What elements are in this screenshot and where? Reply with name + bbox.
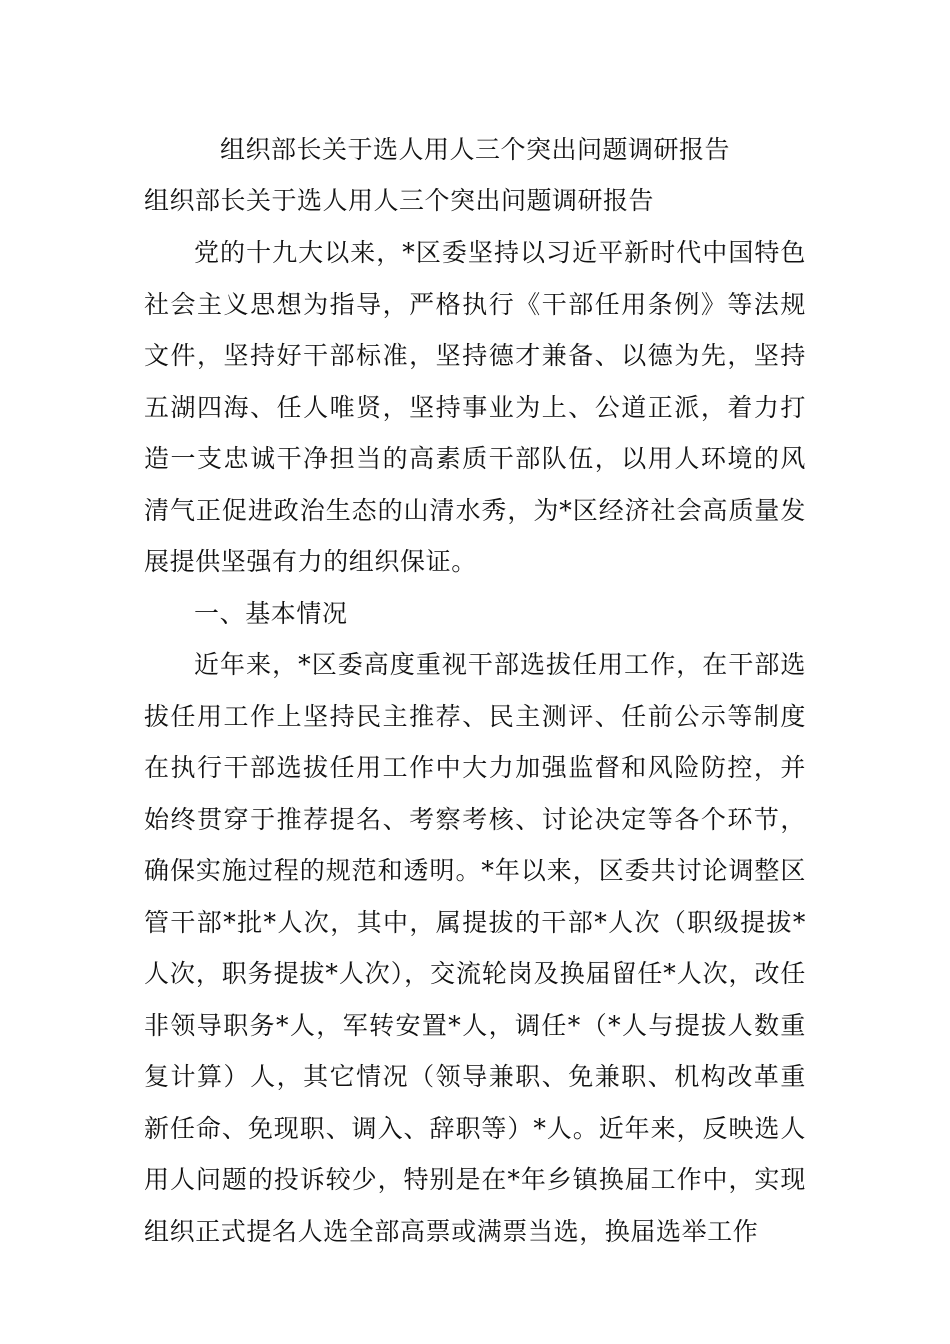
document-subtitle: 组织部长关于选人用人三个突出问题调研报告 (144, 186, 655, 215)
document-body (144, 227, 806, 1257)
document-title: 组织部长关于选人用人三个突出问题调研报告 (219, 135, 730, 164)
paragraph-basic-situation: 近年来，*区委高度重视干部选拔任用工作，在干部选拔任用工作上坚持民主推荐、民主测评、任前公示等制度在执行干部选拔任用工作中大力加强监督和风险防控，并始终贯穿于推荐提名、考察考核、讨论决定等各个环节，确保实施过程的规范和透明。*年以来，区委共讨论调整区管干部*批*人次，其中，属提拔的干部*人次（职级提拔*人次，职务提拔*人次），交流轮岗及换届留任*人次，改任非领导职务*人，军转安置*人，调任*（*人与提拔人数重复计算）人，其它情况（领导兼职、免兼职、机构改革重新任命、免现职、调入、辞职等）*人。近年来，反映选人用人问题的投诉较少，特别是在*年乡镇换届工作中，实现组织正式提名人选全部高票或满票当选，换届选举工作 (144, 650, 806, 1246)
paragraph-intro: 党的十九大以来，*区委坚持以习近平新时代中国特色社会主义思想为指导，严格执行《干部任用条例》等法规文件，坚持好干部标准，坚持德才兼备、以德为先，坚持五湖四海、任人唯贤，坚持事业为上、公道正派，着力打造一支忠诚干净担当的高素质干部队伍，以用人环境的风清气正促进政治生态的山清水秀，为*区经济社会高质量发展提供坚强有力的组织保证。 (144, 238, 806, 576)
section-heading-basic-situation: 一、基本情况 (194, 598, 348, 628)
